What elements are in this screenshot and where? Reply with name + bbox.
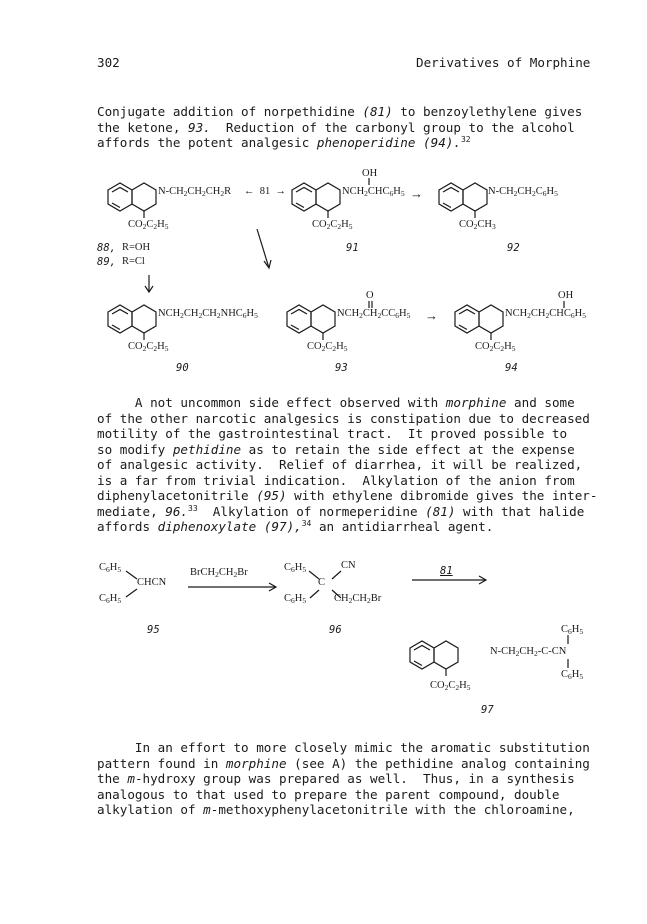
text-line: diphenylacetonitrile (95) with ethylene dibromide gives the inter- (97, 488, 598, 503)
page-number: 302 (97, 55, 120, 70)
compound-93-substituent: $NCH_2CH_2CC_6H_5$ (337, 308, 411, 320)
compound-97-substituent: $N-CH_2CH_2-C-CN$ (490, 646, 567, 658)
paragraph-1 (97, 104, 582, 151)
compound-90-substituent: $NCH_2CH_2CH_2NHC_6H_5$ (158, 308, 258, 320)
text-line: mediate, 96.33 Alkylation of normeperidine (81) with that halide (97, 503, 585, 519)
compound-91-substituent: $NCH_2CHC_6H_5$ (342, 186, 405, 198)
reaction-arrow-1 (186, 582, 280, 592)
compound-94-oh: OH (558, 290, 574, 301)
paragraph-3 (97, 740, 590, 818)
compound-96-bromoethyl: $CH_2CH_2Br$ (334, 593, 382, 605)
compound-95-number: 95 (147, 624, 160, 636)
arrow-to-90 (143, 273, 155, 297)
reagent-81: 81 (440, 565, 453, 577)
paragraph-2 (97, 395, 597, 535)
text-line: pattern found in morphine (see A) the pethidine analog containing (97, 755, 590, 771)
text-line: of analgesic activity. Relief of diarrhea, it will be realized, (97, 457, 583, 472)
text-line: of the other narcotic analgesics is constipation due to decreased (97, 410, 590, 426)
text-line: affords the potent analgesic phenoperidine (94).$^{32}$ (97, 135, 471, 150)
compound-92-ester: $CO_2CH_3$ (459, 219, 496, 231)
structure-93 (277, 298, 367, 344)
compound-89-number: 89, (97, 256, 116, 268)
compound-88-r: R=OH (122, 242, 151, 253)
compound-89-r: R=Cl (122, 256, 145, 267)
compound-91-number: 91 (346, 242, 359, 254)
compound-97-ester: $CO_2C_2H_5$ (430, 680, 471, 692)
text-line: motility of the gastrointestinal tract. It proved possible to (97, 426, 568, 441)
bond-line (567, 635, 571, 645)
arrow-to-94: → (425, 308, 438, 323)
compound-94-ester: $CO_2C_2H_5$ (475, 341, 516, 353)
compound-95-phenyl-top: $C_6H_5$ (99, 562, 122, 574)
compound-93-ester: $CO_2C_2H_5$ (307, 341, 348, 353)
structure-90 (98, 298, 188, 344)
structure-91 (282, 176, 372, 222)
structure-97 (400, 634, 490, 680)
bond-line (124, 588, 140, 600)
compound-97-number: 97 (481, 704, 494, 716)
compound-92-substituent: $N-CH_2CH_2C_6H_5$ (488, 186, 558, 198)
text-line: alkylation of m-methoxyphenylacetonitrile with the chloroamine, (97, 802, 575, 817)
text-line: In an effort to more closely mimic the aromatic substitution (97, 740, 590, 755)
arrow-to-92: → (410, 186, 423, 201)
compound-97-phenyl-top: $C_6H_5$ (561, 624, 584, 636)
compound-95-phenyl-bottom: $C_6H_5$ (99, 593, 122, 605)
structure-88-89 (98, 176, 188, 222)
bond-line (567, 659, 571, 669)
compound-92-number: 92 (507, 242, 520, 254)
arrow-81-label: ← 81 → (244, 186, 286, 197)
compound-96-number: 96 (329, 624, 342, 636)
text-line: is a far from trivial indication. Alkylation of the anion from (97, 472, 575, 488)
compound-96-cn: CN (341, 560, 356, 571)
compound-94-number: 94 (505, 362, 518, 374)
compound-95-chcn: CHCN (137, 577, 167, 588)
compound-93-oxygen: O (366, 290, 374, 301)
compound-96-phenyl-bottom: $C_6H_5$ (284, 593, 307, 605)
text-line: analogous to that used to prepare the parent compound, double (97, 786, 560, 802)
text-line: so modify pethidine as to retain the side effect at the expense (97, 441, 575, 457)
compound-91-ester: $CO_2C_2H_5$ (312, 219, 353, 231)
compound-88-ester: $CO_2C_2H_5$ (128, 219, 169, 231)
text-line: Conjugate addition of norpethidine (81) to benzoylethylene gives (97, 104, 583, 119)
text-line: the ketone, 93. Reduction of the carbonyl group to the alcohol (97, 119, 575, 135)
compound-97-phenyl-bottom: $C_6H_5$ (561, 669, 584, 681)
compound-91-oh: OH (362, 168, 378, 179)
structure-92 (429, 176, 519, 222)
bond-line (368, 178, 372, 186)
arrow-to-93 (254, 226, 284, 276)
text-line: affords diphenoxylate (97),$^{34}$ an antidiarrheal agent. (97, 519, 494, 534)
compound-88-substituent: $N-CH_2CH_2CH_2R$ (158, 186, 232, 198)
running-title: Derivatives of Morphine (416, 55, 591, 70)
reagent-ethylene-dibromide: $BrCH_2CH_2Br$ (190, 567, 248, 579)
text-line: the m-hydroxy group was prepared as well. Thus, in a synthesis (97, 771, 575, 786)
compound-96-phenyl-top: $C_6H_5$ (284, 562, 307, 574)
compound-93-number: 93 (335, 362, 348, 374)
structure-94 (445, 298, 535, 344)
text-line: A not uncommon side effect observed with morphine and some (97, 395, 575, 410)
compound-94-substituent: $NCH_2CH_2CHC_6H_5$ (505, 308, 586, 320)
reaction-arrow-2 (410, 575, 490, 585)
compound-88-number: 88, (97, 242, 116, 254)
compound-90-ester: $CO_2C_2H_5$ (128, 341, 169, 353)
compound-90-number: 90 (176, 362, 189, 374)
compound-96-quaternary-carbon: C (318, 577, 326, 588)
